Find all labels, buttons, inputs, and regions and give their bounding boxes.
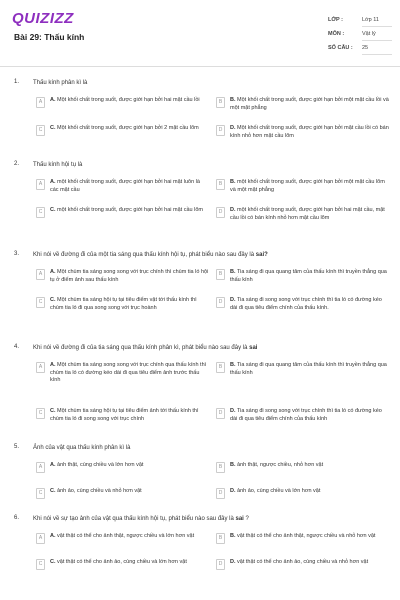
option-text	[230, 559, 390, 567]
question-text	[33, 444, 383, 452]
question-prompt: Thấu kính phân kì là	[33, 80, 88, 86]
option-text	[50, 462, 210, 470]
option-content: một khối chất trong suốt, được giới hạn bởi hai mặt cầu lõm	[57, 207, 203, 213]
option-letter-box[interactable]: C	[36, 559, 45, 570]
option-key: C.	[50, 297, 56, 303]
question-text	[33, 515, 383, 523]
option-text	[50, 97, 210, 105]
option-content: một khối chất trong suốt, được giới hạn bởi một mặt cầu lõm và một mặt phẳng	[230, 179, 385, 193]
option-key: D.	[230, 125, 236, 131]
option-content: một khối chất trong suốt, được giới hạn bởi hai mặt cầu, mặt cầu lồi có bán kính nhỏ hơn mặt cầu lõm	[230, 207, 385, 221]
option-text	[230, 125, 390, 140]
option-content: vật thật có thể cho ảnh ảo, cùng chiều và nhỏ hơn vật	[237, 559, 369, 565]
question-emphasis: sai	[249, 345, 258, 351]
option-letter-box[interactable]: C	[36, 207, 45, 218]
option-key: B.	[230, 269, 236, 275]
page-title: Bài 29: Thấu kính	[14, 32, 85, 42]
option-content: Một khối chất trong suốt, được giới hạn bởi một mặt cầu lồi và một mặt phẳng	[230, 97, 389, 111]
question-text	[33, 344, 383, 352]
option-text	[50, 362, 210, 385]
option-text	[50, 408, 210, 423]
option-key: C.	[50, 408, 56, 414]
meta-value: Lớp 11	[362, 17, 392, 27]
question-text	[33, 251, 383, 259]
option-letter-box[interactable]: C	[36, 408, 45, 419]
option-letter-box[interactable]: A	[36, 362, 45, 373]
option-letter-box[interactable]: D	[216, 297, 225, 308]
question-number: 3.	[14, 251, 20, 257]
option-text	[230, 269, 390, 284]
question-prompt: Khi nói về sự tạo ảnh của vật qua thấu kính hội tụ, phát biểu nào sau đây là	[33, 516, 234, 522]
option-text	[230, 362, 390, 377]
option-key: B.	[230, 179, 236, 185]
option-letter-box[interactable]: D	[216, 559, 225, 570]
question-emphasis: sai?	[255, 252, 268, 258]
option-key: C.	[50, 559, 56, 565]
option-key: D.	[230, 559, 236, 565]
option-text	[50, 533, 210, 541]
option-content: Một khối chất trong suốt, được giới hạn bởi 2 mặt cầu lõm	[57, 125, 199, 131]
option-content: ảnh ảo, cùng chiều và lớn hơn vật	[237, 488, 321, 494]
quizizz-logo: QUIZIZZ	[12, 10, 74, 27]
option-text	[230, 97, 390, 112]
option-letter-box[interactable]: B	[216, 533, 225, 544]
option-key: B.	[230, 97, 236, 103]
option-text	[230, 533, 390, 541]
option-key: B.	[230, 462, 236, 468]
option-key: C.	[50, 488, 56, 494]
option-key: A.	[50, 179, 56, 185]
meta-label: SỐ CÂU :	[328, 45, 353, 51]
option-content: Một chùm tia sáng song song với trục chính qua thấu kính thì chùm tia ló có đường kéo dài đi qua tiêu điểm ảnh trước thấu kính	[50, 362, 207, 383]
option-text	[50, 269, 210, 284]
question-prompt: Ảnh của vật qua thấu kính phân kì là	[33, 445, 131, 451]
header-divider	[0, 66, 400, 67]
option-letter-box[interactable]: B	[216, 362, 225, 373]
option-key: A.	[50, 462, 56, 468]
option-content: ảnh ảo, cùng chiều và nhỏ hơn vật	[57, 488, 142, 494]
option-key: D.	[230, 297, 236, 303]
option-text	[230, 179, 390, 194]
question-prompt: Khi nói về đường đi của tia sáng qua thấu kính phân kì, phát biểu nào sau đây là	[33, 345, 248, 351]
question-prompt: Thấu kính hội tụ là	[33, 162, 83, 168]
option-content: Một chùm tia sáng song song với trục chính thì chùm tia ló hội tụ ở điểm ảnh sau thấu kính	[50, 269, 209, 283]
option-text	[230, 488, 390, 496]
option-letter-box[interactable]: D	[216, 408, 225, 419]
option-text	[50, 297, 210, 312]
option-letter-box[interactable]: C	[36, 488, 45, 499]
meta-value: 25	[362, 45, 392, 55]
option-key: C.	[50, 125, 56, 131]
option-letter-box[interactable]: A	[36, 269, 45, 280]
question-number: 5.	[14, 444, 20, 450]
option-content: Một khối chất trong suốt, được giới hạn bởi hai mặt cầu lồi	[57, 97, 200, 103]
option-key: B.	[230, 362, 236, 368]
option-text	[230, 462, 390, 470]
option-content: Một chùm tia sáng hội tụ tại tiêu điểm ảnh tới thấu kính thì chùm tia ló đi song song với trục chính	[50, 408, 199, 422]
option-letter-box[interactable]: D	[216, 125, 225, 136]
option-key: A.	[50, 97, 56, 103]
question-emphasis: sai	[235, 516, 244, 522]
option-letter-box[interactable]: A	[36, 97, 45, 108]
option-content: Tia sáng đi qua quang tâm của thấu kính thì truyền thẳng qua thấu kính	[230, 269, 387, 283]
option-content: Tia sáng đi song song với trục chính thì tia ló có đường kéo dài đi qua tiêu điểm chính của thấu kính	[230, 408, 382, 422]
option-content: một khối chất trong suốt, được giới hạn bởi hai mặt luôn là các mặt cầu	[50, 179, 200, 193]
question-number: 6.	[14, 515, 20, 521]
option-text	[230, 207, 390, 222]
question-text	[33, 79, 383, 87]
meta-label: LỚP :	[328, 17, 343, 23]
option-letter-box[interactable]: B	[216, 462, 225, 473]
option-key: A.	[50, 269, 56, 275]
option-key: B.	[230, 533, 236, 539]
option-letter-box[interactable]: A	[36, 462, 45, 473]
option-text	[50, 488, 210, 496]
option-content: ảnh thật, ngược chiều, nhỏ hơn vật	[237, 462, 324, 468]
question-tail: ?	[245, 516, 249, 522]
option-letter-box[interactable]: C	[36, 297, 45, 308]
option-letter-box[interactable]: B	[216, 97, 225, 108]
option-content: vật thật có thể cho ảnh thật, ngược chiều và nhỏ hơn vật	[237, 533, 376, 539]
question-number: 2.	[14, 161, 20, 167]
option-letter-box[interactable]: B	[216, 179, 225, 190]
option-content: Tia sáng đi qua quang tâm của thấu kính thì truyền thẳng qua thấu kính	[230, 362, 387, 376]
option-content: vật thật có thể cho ảnh thật, ngược chiều và lớn hơn vật	[57, 533, 195, 539]
option-content: ảnh thật, cùng chiều và lớn hơn vật	[57, 462, 144, 468]
question-text	[33, 161, 383, 169]
option-letter-box[interactable]: A	[36, 533, 45, 544]
meta-value: Vật lý	[362, 31, 392, 41]
option-letter-box[interactable]: A	[36, 179, 45, 190]
option-text	[50, 559, 210, 567]
option-key: D.	[230, 488, 236, 494]
question-number: 1.	[14, 79, 20, 85]
option-key: D.	[230, 207, 236, 213]
option-content: Một khối chất trong suốt, được giới hạn bởi mặt cầu lồi có bán kính nhỏ hơn mặt cầu lõm	[230, 125, 389, 139]
question-prompt: Khi nói về đường đi của một tia sáng qua thấu kính hội tụ, phát biểu nào sau đây là	[33, 252, 255, 258]
question-number: 4.	[14, 344, 20, 350]
option-text	[50, 125, 210, 133]
option-letter-box[interactable]: C	[36, 125, 45, 136]
option-text	[50, 179, 210, 194]
option-key: A.	[50, 362, 56, 368]
option-content: Tia sáng đi song song với trục chính thì tia ló có đường kéo dài đi qua tiêu điểm chính của thấu kính.	[230, 297, 382, 311]
option-letter-box[interactable]: D	[216, 207, 225, 218]
option-text	[50, 207, 210, 215]
option-text	[230, 408, 390, 423]
option-text	[230, 297, 390, 312]
option-letter-box[interactable]: D	[216, 488, 225, 499]
meta-label: MÔN :	[328, 31, 345, 37]
option-content: vật thật có thể cho ảnh ảo, cùng chiều và lớn hơn vật	[57, 559, 187, 565]
option-key: A.	[50, 533, 56, 539]
option-letter-box[interactable]: B	[216, 269, 225, 280]
header	[0, 0, 400, 66]
option-content: Một chùm tia sáng hội tụ tại tiêu điểm vật tới thấu kính thì chùm tia ló đi qua song song với trục hoành	[50, 297, 197, 311]
option-key: C.	[50, 207, 56, 213]
option-key: D.	[230, 408, 236, 414]
